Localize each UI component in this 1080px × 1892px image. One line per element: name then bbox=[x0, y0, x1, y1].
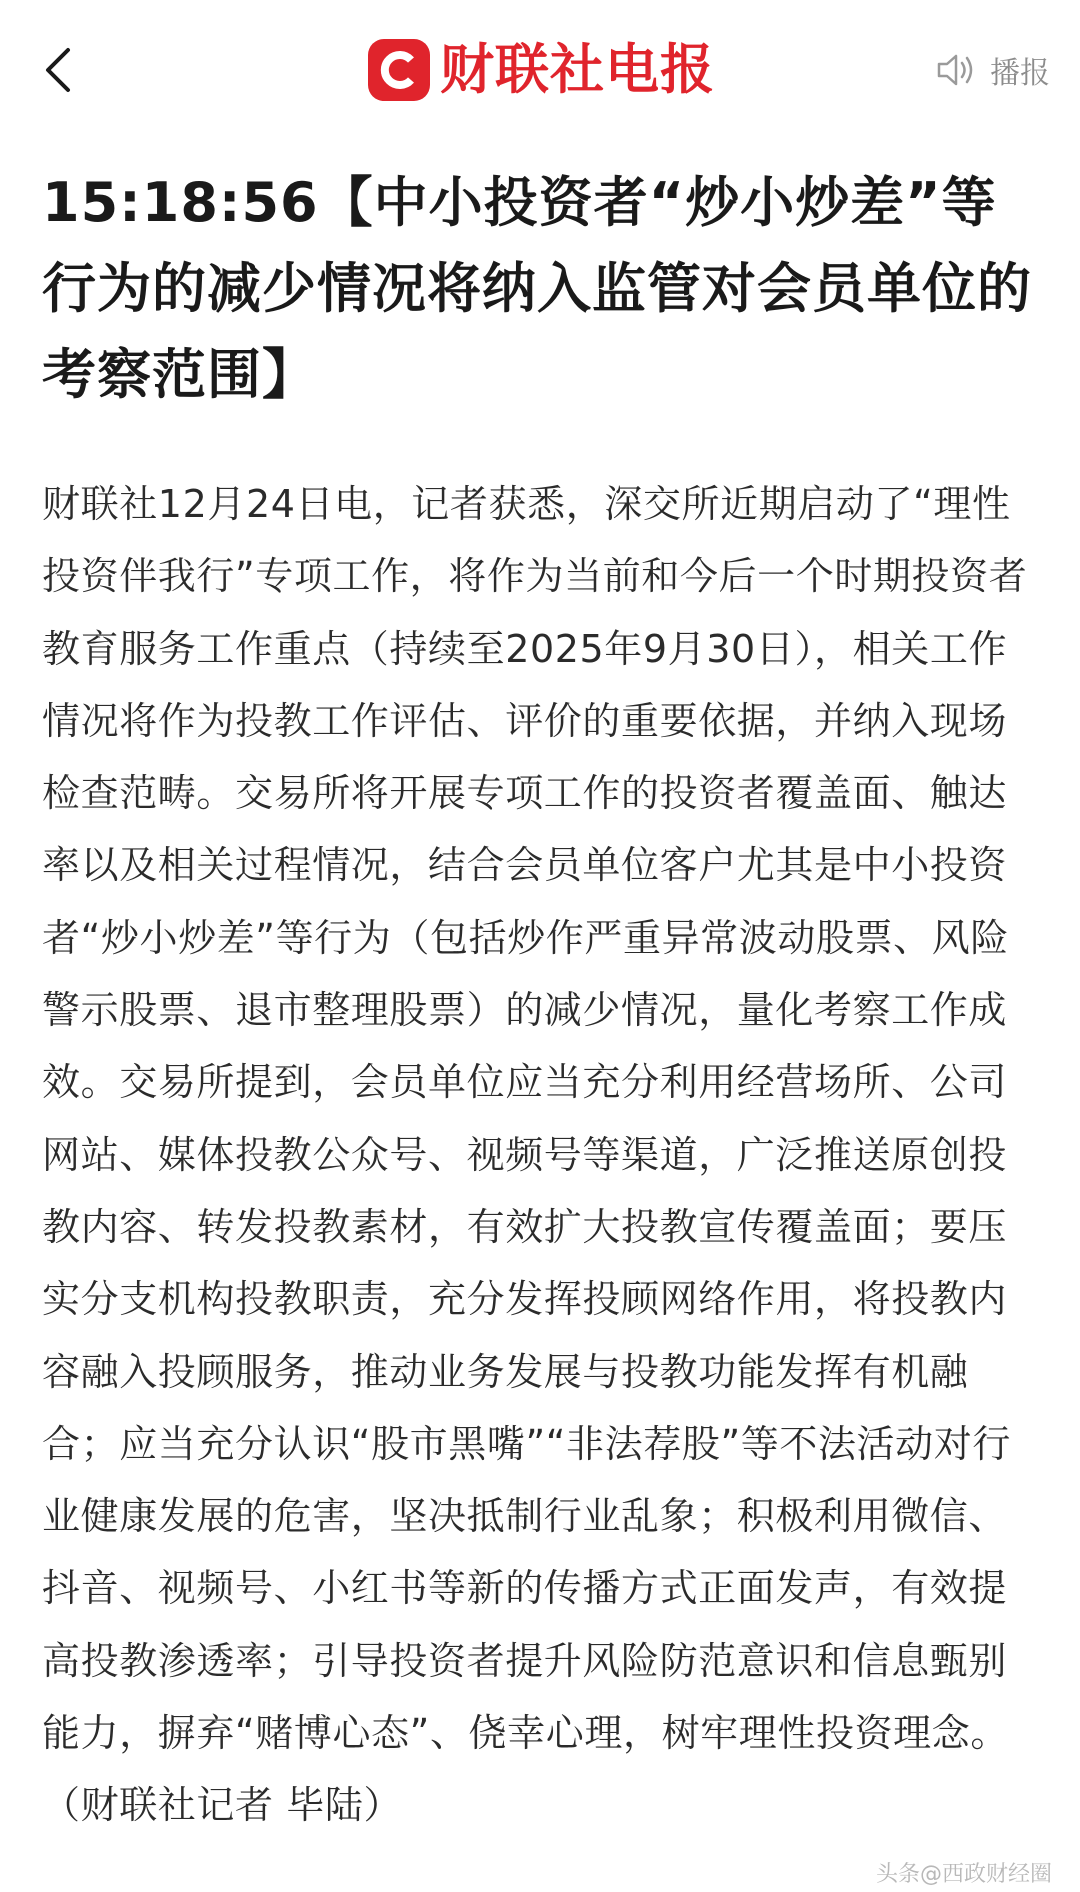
speaker-icon bbox=[936, 52, 976, 88]
article-body: 财联社12月24日电，记者获悉，深交所近期启动了“理性投资伴我行”专项工作，将作为当前和今后一个时期投资者教育服务工作重点（持续至2025年9月30日），相关工作情况将作为投教工作评估、评价的重要依据，并纳入现场检查范畴。交易所将开展专项工作的投资者覆盖面、触达率以及相关过程情况，结合会员单位客户尤其是中小投资者“炒小炒差”等行为（包括炒作严重异常波动股票、风险警示股票、退市整理股票）的减少情况，量化考察工作成效。交易所提到，会员单位应当充分利用经营场所、公司网站、媒体投教公众号、视频号等渠道，广泛推送原创投教内容、转发投教素材，有效扩大投教宣传覆盖面；要压实分支机构投教职责，充分发挥投顾网络作用，将投教内容融入投顾服务，推动业务发展与投教功能发挥有机融合；应当充分认识“股市黑嘴”“非法荐股”等不法活动对行业健康发展的危害，坚决抵制行业乱象；积极利用微信、抖音、视频号、小红书等新的传播方式正面发声，有效提高投教渗透率；引导投资者提升风险防范意识和信息甄别能力，摒弃“赌博心态”、侥幸心理，树牢理性投资理念。（财联社记者 毕陆） bbox=[42, 482, 1028, 1828]
article-title: 【中小投资者“炒小炒差”等行为的减少情况将纳入监管对会员单位的考察范围】 bbox=[42, 171, 1032, 406]
brand-name-part1: 财联社 bbox=[440, 38, 605, 101]
top-bar bbox=[0, 0, 1080, 140]
back-button[interactable] bbox=[28, 40, 88, 100]
brand-name-part2: 电报 bbox=[605, 38, 715, 101]
brand-name bbox=[440, 34, 715, 106]
play-label: 播报 bbox=[990, 56, 1050, 91]
article-time: 15:18:56 bbox=[42, 171, 319, 234]
article-headline bbox=[42, 160, 1042, 418]
brand-logo bbox=[368, 34, 715, 106]
brand-c-icon bbox=[368, 39, 430, 101]
chevron-left-icon bbox=[38, 46, 78, 94]
play-broadcast-button[interactable] bbox=[936, 44, 1050, 96]
source-watermark: 头条@西政财经圈 bbox=[875, 1862, 1052, 1887]
